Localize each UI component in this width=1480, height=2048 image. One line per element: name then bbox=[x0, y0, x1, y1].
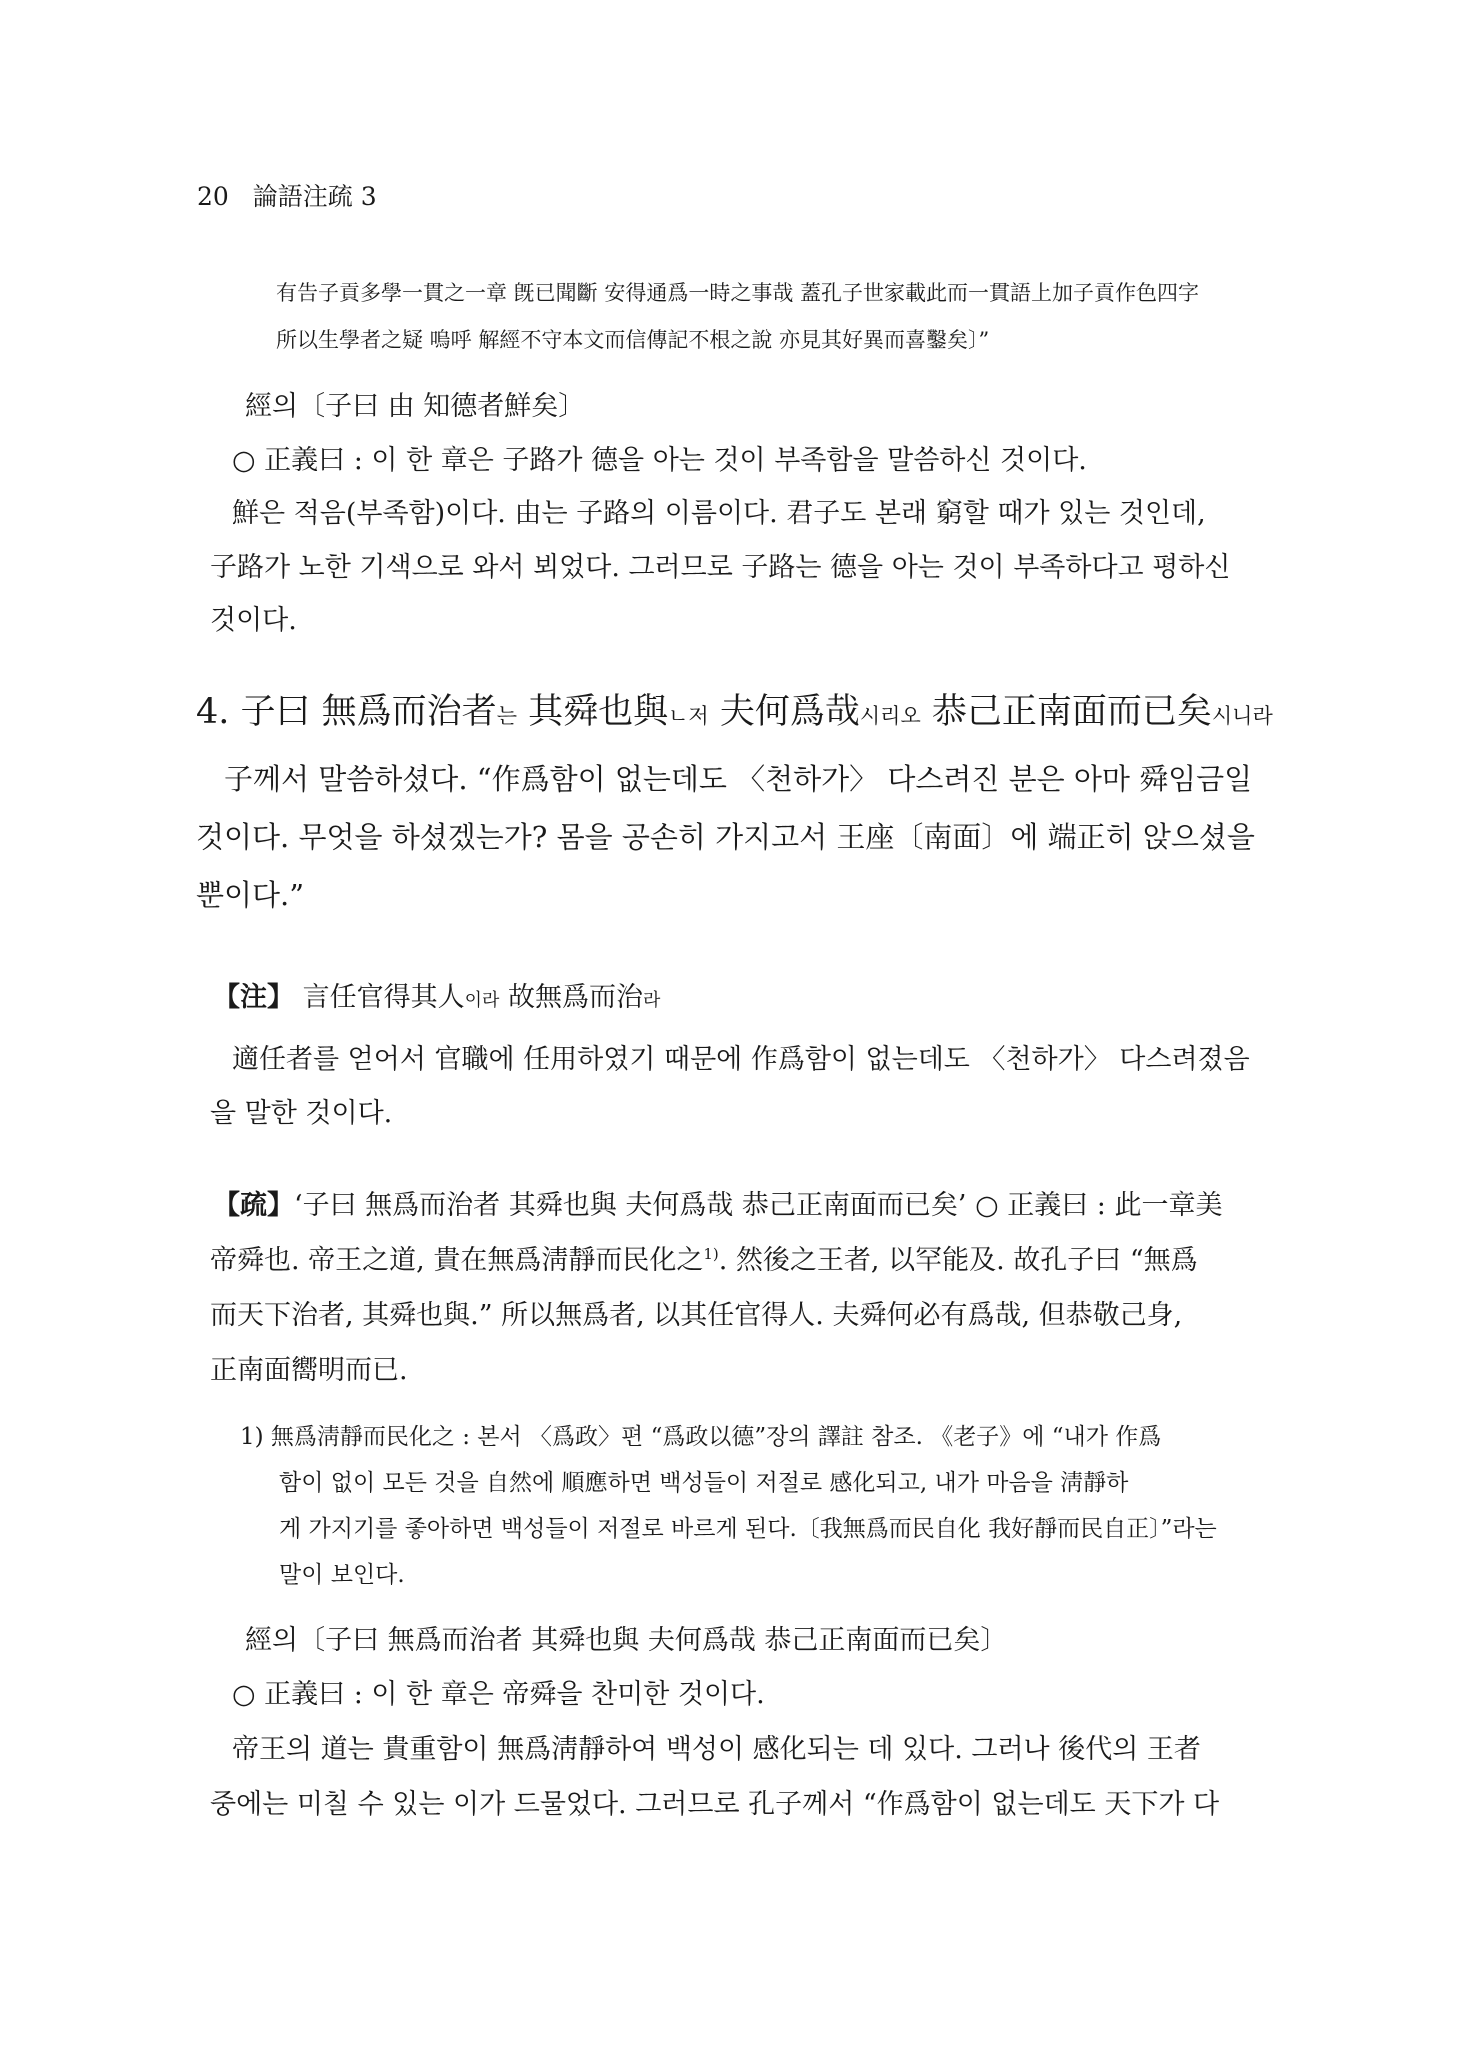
zhengyi-line: ○ 正義曰 : 이 한 章은 子路가 德을 아는 것이 부족함을 말씀하신 것이다. bbox=[232, 445, 1087, 476]
zhu-line bbox=[213, 975, 660, 1014]
heading-particle: 는 bbox=[496, 704, 517, 728]
page-number: 20 bbox=[197, 182, 229, 211]
footnote-text: 無爲淸靜而民化之 : 본서 〈爲政〉편 “爲政以德”장의 譯註 참조. 《老子》에 “내가 作爲 bbox=[270, 1424, 1162, 1450]
translation-line: 子께서 말씀하셨다. “作爲함이 없는데도 〈천하가〉 다스려진 분은 아마 舜임금일 bbox=[224, 762, 1253, 796]
quote-line: 所以生學者之疑 嗚呼 解經不守本文而信傳記不根之說 亦見其好異而喜鑿矣〕” bbox=[276, 328, 990, 352]
footnote-line: 게 가지기를 좋아하면 백성들이 저절로 바르게 된다.〔我無爲而民自化 我好靜而民自正〕”라는 bbox=[279, 1516, 1217, 1542]
zhu-text: 故無爲而治 bbox=[507, 982, 643, 1013]
zhu-text: 言任官得其人 bbox=[302, 982, 465, 1013]
zhu-translation-line: 을 말한 것이다. bbox=[210, 1098, 393, 1129]
heading-particle: 시니라 bbox=[1211, 704, 1273, 728]
translation-line: 뿐이다.” bbox=[196, 878, 305, 912]
jing-line: 經의〔子曰 由 知德者鮮矣〕 bbox=[245, 391, 586, 422]
shu-line: 而天下治者, 其舜也與.” 所以無爲者, 以其任官得人. 夫舜何必有爲哉, 但恭敬己身, bbox=[210, 1300, 1183, 1331]
paragraph-line: 중에는 미칠 수 있는 이가 드물었다. 그러므로 孔子께서 “作爲함이 없는데도 天下가 다 bbox=[210, 1789, 1220, 1820]
shu-text: 帝舜也. 帝王之道, 貴在無爲淸靜而民化之 bbox=[210, 1245, 704, 1276]
zhu-translation-line: 適任者를 얻어서 官職에 任用하였기 때문에 作爲함이 없는데도 〈천하가〉 다스려졌음 bbox=[232, 1044, 1250, 1075]
heading-text: 其舜也與 bbox=[528, 692, 669, 732]
section-heading bbox=[196, 684, 1273, 734]
heading-text: 恭己正南面而已矣 bbox=[931, 692, 1212, 732]
paragraph-line: 것이다. bbox=[210, 605, 297, 636]
jing-line: 經의〔子曰 無爲而治者 其舜也與 夫何爲哉 恭己正南面而已矣〕 bbox=[245, 1625, 1008, 1656]
paragraph-line: 子路가 노한 기색으로 와서 뵈었다. 그러므로 子路는 德을 아는 것이 부족하다고 평하신 bbox=[210, 552, 1231, 583]
running-header bbox=[197, 177, 377, 213]
quote-line: 有告子貢多學一貫之一章 旣已聞斷 安得通爲一時之事哉 蓋孔子世家載此而一貫語上加子貢作色四字 bbox=[276, 281, 1200, 305]
heading-particle: ㄴ저 bbox=[668, 704, 709, 728]
heading-text: 子曰 無爲而治者 bbox=[240, 692, 497, 732]
book-title: 論語注疏 3 bbox=[252, 182, 377, 211]
shu-line bbox=[210, 1238, 1198, 1277]
footnote-marker: 1) bbox=[240, 1424, 264, 1450]
shu-text: ‘子曰 無爲而治者 其舜也與 夫何爲哉 恭己正南面而已矣’ ○ 正義曰 : 此一章美 bbox=[294, 1190, 1223, 1221]
translation-line: 것이다. 무엇을 하셨겠는가? 몸을 공손히 가지고서 王座〔南面〕에 端正히 앉으셨을 bbox=[196, 820, 1255, 854]
footnote-ref[interactable]: 1) bbox=[703, 1245, 719, 1263]
paragraph-line: 鮮은 적음(부족함)이다. 由는 子路의 이름이다. 君子도 본래 窮할 때가 있는 것인데, bbox=[232, 498, 1206, 529]
zhu-particle: 이라 bbox=[464, 990, 500, 1011]
heading-number: 4. bbox=[196, 692, 230, 732]
footnote-line bbox=[240, 1418, 1161, 1451]
footnote-line: 함이 없이 모든 것을 自然에 順應하면 백성들이 저절로 感化되고, 내가 마음을 淸靜하 bbox=[279, 1470, 1129, 1496]
zhu-label: 【注】 bbox=[213, 982, 294, 1013]
shu-line bbox=[213, 1183, 1222, 1222]
zhengyi-line: ○ 正義曰 : 이 한 章은 帝舜을 찬미한 것이다. bbox=[232, 1679, 765, 1710]
paragraph-line: 帝王의 道는 貴重함이 無爲淸靜하여 백성이 感化되는 데 있다. 그러나 後代의 王者 bbox=[232, 1734, 1201, 1765]
shu-label: 【疏】 bbox=[213, 1190, 294, 1221]
heading-text: 夫何爲哉 bbox=[719, 692, 860, 732]
shu-text: . 然後之王者, 以罕能及. 故孔子曰 “無爲 bbox=[718, 1245, 1198, 1276]
shu-line: 正南面嚮明而已. bbox=[210, 1355, 408, 1386]
zhu-particle: 라 bbox=[642, 990, 661, 1011]
footnote-line: 말이 보인다. bbox=[279, 1562, 405, 1588]
heading-particle: 시리오 bbox=[859, 704, 921, 728]
